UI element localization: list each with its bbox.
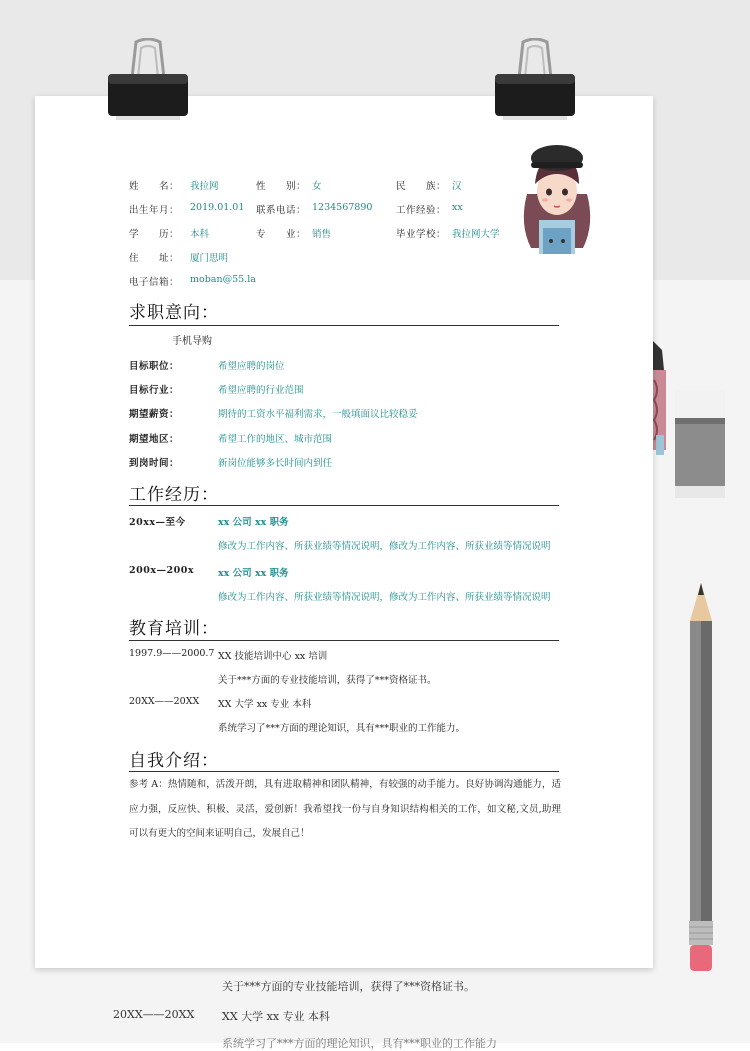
address-label: 住 址： xyxy=(129,253,180,264)
job-intent-subtitle: 手机导购 xyxy=(172,336,212,347)
avatar xyxy=(513,136,601,254)
underlay-date: 20XX——20XX xyxy=(113,1008,195,1021)
underlay-line1: 关于***方面的专业技能培训，获得了***资格证书。 xyxy=(222,980,475,993)
education-value: 本科 xyxy=(190,229,210,240)
start-time-value: 新岗位能够多长时间内到任 xyxy=(218,458,333,469)
expected-region-value: 希望工作的地区、城市范围 xyxy=(218,434,333,445)
email-value: moban@55.la xyxy=(190,274,256,285)
self-intro-title: 自我介绍： xyxy=(129,751,219,771)
education-period: 1997.9——2000.7 xyxy=(129,648,215,659)
email-label: 电子信箱： xyxy=(129,277,180,288)
gender-label: 性 别： xyxy=(256,181,307,192)
self-intro-divider xyxy=(129,771,559,772)
work-role: xx 公司 xx 职务 xyxy=(218,517,289,528)
work-divider xyxy=(129,505,559,506)
ethnicity-value: 汉 xyxy=(452,181,462,192)
underlying-page xyxy=(0,968,750,1050)
experience-label: 工作经验： xyxy=(396,205,447,216)
school-value: 我拉网大学 xyxy=(452,229,500,240)
address-value: 厦门思明 xyxy=(190,253,229,264)
underlay-line3: 系统学习了***方面的理论知识，具有***职业的工作能力 xyxy=(222,1037,497,1050)
birth-label: 出生年月： xyxy=(129,205,180,216)
expected-salary-label: 期望薪资： xyxy=(129,409,180,420)
ethnicity-label: 民 族： xyxy=(396,181,447,192)
experience-value: xx xyxy=(452,202,463,213)
major-value: 销售 xyxy=(312,229,332,240)
work-desc: 修改为工作内容、所获业绩等情况说明，修改为工作内容、所获业绩等情况说明 xyxy=(218,592,551,603)
education-title: 教育培训： xyxy=(129,619,219,639)
start-time-label: 到岗时间： xyxy=(129,458,180,469)
binder-clip-left-icon xyxy=(108,38,188,128)
pencil-image xyxy=(686,583,716,973)
education-label: 学 历： xyxy=(129,229,180,240)
name-label: 姓 名： xyxy=(129,181,180,192)
job-intent-divider xyxy=(129,325,559,326)
birth-value: 2019.01.01 xyxy=(190,202,245,213)
phone-label: 联系电话： xyxy=(256,205,307,216)
job-intent-title: 求职意向： xyxy=(129,303,219,323)
expected-region-label: 期望地区： xyxy=(129,434,180,445)
phone-value: 1234567890 xyxy=(312,202,373,213)
expected-salary-value: 期待的工资水平福利需求，一般填面议比较稳妥 xyxy=(218,409,418,420)
resume-page xyxy=(35,96,653,968)
target-position-value: 希望应聘的岗位 xyxy=(218,361,285,372)
target-position-label: 目标职位： xyxy=(129,361,180,372)
binder-clip-right-icon xyxy=(495,38,575,128)
work-role: xx 公司 xx 职务 xyxy=(218,568,289,579)
education-divider xyxy=(129,640,559,641)
education-org: XX 大学 xx 专业 本科 xyxy=(218,699,312,710)
education-period: 20XX——20XX xyxy=(129,696,200,707)
underlay-line2: XX 大学 xx 专业 本科 xyxy=(222,1010,331,1023)
self-intro-text: 参考 A：热情随和，活泼开朗，具有进取精神和团队精神，有较强的动手能力。良好协调沟通能力，适应力强，反应快、积极、灵活，爱创新！我希望找一份与自身知识结构相关的工作，如文秘,文员,助理可以有更大的空间来证明自己，发展自己！ xyxy=(129,779,561,839)
work-desc: 修改为工作内容、所获业绩等情况说明，修改为工作内容、所获业绩等情况说明 xyxy=(218,541,551,552)
work-title: 工作经历： xyxy=(129,485,219,505)
underlay-avatar-image xyxy=(652,340,668,460)
school-label: 毕业学校： xyxy=(396,229,447,240)
education-desc: 系统学习了***方面的理论知识，具有***职业的工作能力。 xyxy=(218,723,466,734)
education-desc: 关于***方面的专业技能培训，获得了***资格证书。 xyxy=(218,675,437,686)
education-org: XX 技能培训中心 xx 培训 xyxy=(218,651,328,662)
target-industry-label: 目标行业： xyxy=(129,385,180,396)
name-value: 我拉网 xyxy=(190,181,219,192)
work-period: 20xx—至今 xyxy=(129,517,186,528)
eraser-image xyxy=(675,390,725,498)
major-label: 专 业： xyxy=(256,229,307,240)
target-industry-value: 希望应聘的行业范围 xyxy=(218,385,304,396)
work-period: 200x—200x xyxy=(129,565,194,576)
gender-value: 女 xyxy=(312,181,322,192)
